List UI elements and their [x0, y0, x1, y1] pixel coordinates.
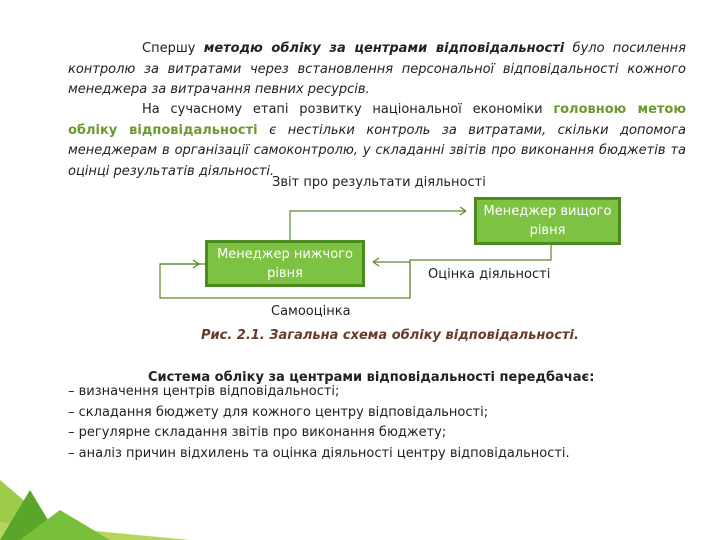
list-item: – регулярне складання звітів про виконання бюджету; — [68, 425, 447, 440]
diagram-report-label: Звіт про результати діяльності — [272, 175, 486, 190]
evaluation-label: Оцінка діяльності — [428, 267, 551, 282]
current-stage-paragraph: На сучасному етапі розвитку національної економіки головною метою обліку відповідальності є нестільки контроль за витратами, скільки допомога менеджерам в організації самоконтролю, у складанні звітів про виконання бюджетів та оцінці результатів діяльності. — [68, 102, 686, 179]
system-list — [68, 382, 570, 464]
list-item: – визначення центрів відповідальності; — [68, 384, 340, 399]
lower-manager-box: Менеджер нижчого рівня — [205, 240, 365, 287]
intro-paragraph: Спершу методю обліку за центрами відповідальності було посилення контролю за витратами через встановлення персональної відповідальності кожного менеджера за витрачання певних ресурсів. — [68, 41, 686, 97]
list-item: – аналіз причин відхилень та оцінка діяльності центру відповідальності. — [68, 445, 570, 461]
upper-manager-box: Менеджер вищого рівня — [474, 197, 621, 245]
list-item: – складання бюджету для кожного центру відповідальності; — [68, 404, 489, 420]
figure-caption: Рис. 2.1. Загальна схема обліку відповідальності. — [201, 328, 579, 343]
system-heading: Система обліку за центрами відповідальності передбачає: — [148, 370, 595, 385]
self-evaluation-label: Самооцінка — [271, 304, 351, 319]
